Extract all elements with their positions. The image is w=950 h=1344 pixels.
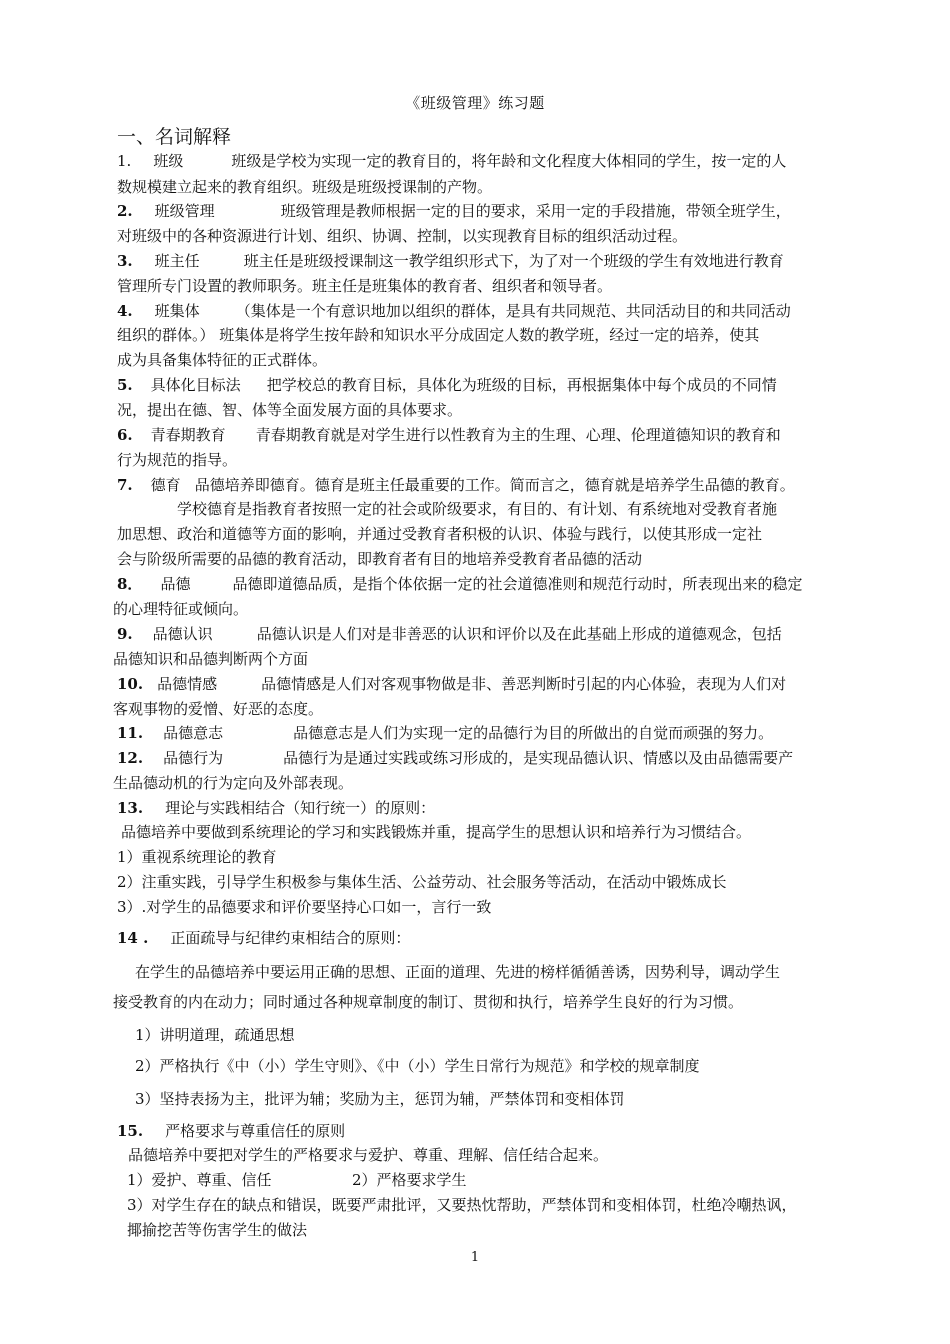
definition-entry bbox=[117, 723, 773, 743]
entry-text: 品德知识和品德判断两个方面 bbox=[113, 650, 309, 668]
entry-number: 7. bbox=[117, 476, 133, 494]
entry-text: 2）注重实践，引导学生积极参与集体生活、公益劳动、社会服务等活动，在活动中锻炼成长 bbox=[117, 873, 727, 891]
entry-text: 3）坚持表扬为主，批评为辅；奖励为主，惩罚为辅，严禁体罚和变相体罚 bbox=[135, 1090, 625, 1108]
entry-number: 12. bbox=[117, 749, 144, 767]
entry-text: 会与阶级所需要的品德的教育活动，即教育者有目的地培养受教育者品德的活动 bbox=[117, 550, 643, 568]
definition-continuation bbox=[117, 325, 759, 345]
entry-term: 品德情感 bbox=[157, 675, 218, 693]
entry-text: 品德认识是人们对是非善恶的认识和评价以及在此基础上形成的道德观念，包括 bbox=[256, 625, 782, 643]
entry-term: 品德意志 bbox=[163, 724, 224, 742]
section-heading: 一、名词解释 bbox=[117, 126, 232, 148]
entry-term: 班级管理 bbox=[154, 202, 215, 220]
entry-text: 班级管理是教师根据一定的目的要求，采用一定的手段措施，带领全班学生， bbox=[280, 202, 791, 220]
definition-continuation bbox=[135, 1025, 295, 1045]
definition-continuation bbox=[127, 1195, 797, 1215]
entry-text: 严格要求与尊重信任的原则 bbox=[165, 1122, 346, 1140]
definition-continuation bbox=[113, 773, 353, 793]
definition-continuation bbox=[117, 847, 277, 867]
entry-text: 班级是学校为实现一定的教育目的，将年龄和文化程度大体相同的学生，按一定的人 bbox=[231, 152, 787, 170]
definition-continuation bbox=[113, 992, 743, 1012]
entry-text: 1）爱护、尊重、信任 bbox=[127, 1171, 272, 1189]
definition-continuation bbox=[117, 226, 687, 246]
definition-continuation bbox=[352, 1170, 467, 1190]
entry-number: 1. bbox=[117, 152, 132, 170]
definition-entry bbox=[117, 674, 786, 694]
entry-number: 15. bbox=[117, 1122, 144, 1140]
definition-continuation bbox=[117, 897, 491, 917]
entry-text: 况，提出在德、智、体等全面发展方面的具体要求。 bbox=[117, 401, 463, 419]
entry-text: 行为规范的指导。 bbox=[117, 451, 238, 469]
entry-text: 3）对学生存在的缺点和错误，既要严肃批评，又要热忱帮助，严禁体罚和变相体罚，杜绝冷嘲热讽， bbox=[127, 1196, 797, 1214]
entry-text: 在学生的品德培养中要运用正确的思想、正面的道理、先进的榜样循循善诱，因势利导，调动学生 bbox=[135, 963, 781, 981]
definition-entry bbox=[117, 375, 777, 395]
entry-text: 品德行为是通过实践或练习形成的，是实现品德认识、情感以及由品德需要产 bbox=[283, 749, 794, 767]
entry-text: 2）严格要求学生 bbox=[352, 1171, 467, 1189]
definition-continuation bbox=[177, 499, 777, 519]
entry-text: 品德培养中要把对学生的严格要求与爱护、尊重、理解、信任结合起来。 bbox=[128, 1146, 609, 1164]
definition-entry bbox=[117, 151, 786, 171]
definition-continuation bbox=[127, 1170, 272, 1190]
definition-continuation bbox=[135, 1089, 625, 1109]
entry-text: 组织的群体。） 班集体是将学生按年龄和知识水平分成固定人数的教学班，经过一定的培养，使其 bbox=[117, 326, 760, 344]
entry-text: 班主任是班级授课制这一教学组织形式下，为了对一个班级的学生有效地进行教育 bbox=[243, 252, 784, 270]
entry-term: 德育 bbox=[150, 476, 181, 494]
entry-text: 青春期教育就是对学生进行以性教育为主的生理、心理、伦理道德知识的教育和 bbox=[255, 426, 781, 444]
entry-term: 青春期教育 bbox=[150, 426, 226, 444]
definition-continuation bbox=[113, 599, 248, 619]
definition-continuation bbox=[135, 1056, 700, 1076]
definition-entry bbox=[117, 748, 793, 768]
entry-text: 揶揄挖苦等伤害学生的做法 bbox=[127, 1221, 308, 1239]
entry-text: 品德培养即德育。德育是班主任最重要的工作。简而言之，德育就是培养学生品德的教育。 bbox=[194, 476, 795, 494]
definition-continuation bbox=[127, 1220, 307, 1240]
definition-entry bbox=[117, 574, 802, 594]
definition-entry bbox=[117, 798, 435, 818]
entry-number: 6. bbox=[117, 426, 133, 444]
definition-continuation bbox=[117, 524, 762, 544]
entry-text: 1）重视系统理论的教育 bbox=[117, 848, 277, 866]
entry-text: 成为具备集体特征的正式群体。 bbox=[117, 351, 328, 369]
entry-text: 理论与实践相结合（知行统一）的原则： bbox=[165, 799, 436, 817]
definition-continuation bbox=[117, 549, 642, 569]
entry-text: 3）.对学生的品德要求和评价要坚持心口如一，言行一致 bbox=[117, 898, 492, 916]
definition-entry bbox=[117, 624, 782, 644]
entry-term: 具体化目标法 bbox=[150, 376, 241, 394]
entry-text: 2）严格执行《中（小）学生守则》、《中（小）学生日常行为规范》和学校的规章制度 bbox=[135, 1057, 700, 1075]
entry-number: 14 . bbox=[117, 929, 149, 947]
definition-entry bbox=[117, 201, 791, 221]
entry-number: 10. bbox=[117, 675, 144, 693]
definition-continuation bbox=[117, 177, 492, 197]
entry-text: 1）讲明道理，疏通思想 bbox=[135, 1026, 295, 1044]
entry-text: 学校德育是指教育者按照一定的社会或阶级要求，有目的、有计划、有系统地对受教育者施 bbox=[177, 500, 778, 518]
entry-text: 生品德动机的行为定向及外部表现。 bbox=[113, 774, 354, 792]
entry-number: 9. bbox=[117, 625, 133, 643]
entry-number: 2. bbox=[117, 202, 133, 220]
definition-continuation bbox=[117, 350, 327, 370]
entry-text: （集体是一个有意识地加以组织的群体，是具有共同规范、共同活动目的和共同活动 bbox=[235, 302, 791, 320]
definition-continuation bbox=[117, 450, 237, 470]
entry-text: 管理所专门设置的教师职务。班主任是班集体的教育者、组织者和领导者。 bbox=[117, 277, 613, 295]
entry-text: 对班级中的各种资源进行计划、组织、协调、控制，以实现教育目标的组织活动过程。 bbox=[117, 227, 688, 245]
entry-text: 品德情感是人们对客观事物做是非、善恶判断时引起的内心体验，表现为人们对 bbox=[261, 675, 787, 693]
definition-entry bbox=[117, 928, 410, 948]
definition-continuation bbox=[121, 822, 751, 842]
definition-entry bbox=[117, 301, 791, 321]
entry-text: 正面疏导与纪律约束相结合的原则： bbox=[170, 929, 411, 947]
entry-number: 4. bbox=[117, 302, 133, 320]
definition-entry bbox=[117, 1121, 345, 1141]
definition-entry bbox=[117, 475, 795, 495]
entry-text: 接受教育的内在动力；同时通过各种规章制度的制订、贯彻和执行，培养学生良好的行为习惯。 bbox=[113, 993, 744, 1011]
definition-entry bbox=[117, 251, 784, 271]
entry-text: 客观事物的爱憎、好恶的态度。 bbox=[113, 700, 324, 718]
entry-number: 8． bbox=[117, 575, 143, 593]
definition-continuation bbox=[117, 400, 462, 420]
entry-term: 班主任 bbox=[154, 252, 200, 270]
entry-text: 品德意志是人们为实现一定的品德行为目的所做出的自觉而顽强的努力。 bbox=[293, 724, 774, 742]
definition-continuation bbox=[128, 1145, 608, 1165]
definition-continuation bbox=[113, 649, 308, 669]
definition-continuation bbox=[113, 699, 323, 719]
entry-term: 品德认识 bbox=[152, 625, 213, 643]
definition-continuation bbox=[135, 962, 780, 982]
entry-number: 11. bbox=[117, 724, 144, 742]
entry-number: 13. bbox=[117, 799, 144, 817]
page-number: 1 bbox=[470, 1250, 480, 1265]
entry-text: 品德即道德品质，是指个体依据一定的社会道德准则和规范行动时，所表现出来的稳定 bbox=[232, 575, 803, 593]
entry-number: 3. bbox=[117, 252, 133, 270]
entry-text: 品德培养中要做到系统理论的学习和实践锻炼并重，提高学生的思想认识和培养行为习惯结合。 bbox=[121, 823, 752, 841]
entry-text: 加思想、政治和道德等方面的影响，并通过受教育者积极的认识、体验与践行，以使其形成一定社 bbox=[117, 525, 763, 543]
entry-number: 5. bbox=[117, 376, 133, 394]
entry-term: 品德行为 bbox=[163, 749, 224, 767]
entry-text: 数规模建立起来的教育组织。班级是班级授课制的产物。 bbox=[117, 178, 493, 196]
entry-term: 品德 bbox=[160, 575, 191, 593]
definition-continuation bbox=[117, 276, 612, 296]
definition-continuation bbox=[117, 872, 727, 892]
entry-text: 的心理特征或倾向。 bbox=[113, 600, 249, 618]
entry-text: 把学校总的教育目标，具体化为班级的目标，再根据集体中每个成员的不同情 bbox=[266, 376, 777, 394]
entry-term: 班级 bbox=[153, 152, 184, 170]
entry-term: 班集体 bbox=[154, 302, 200, 320]
document-title: 《班级管理》练习题 bbox=[405, 94, 545, 112]
definition-entry bbox=[117, 425, 781, 445]
